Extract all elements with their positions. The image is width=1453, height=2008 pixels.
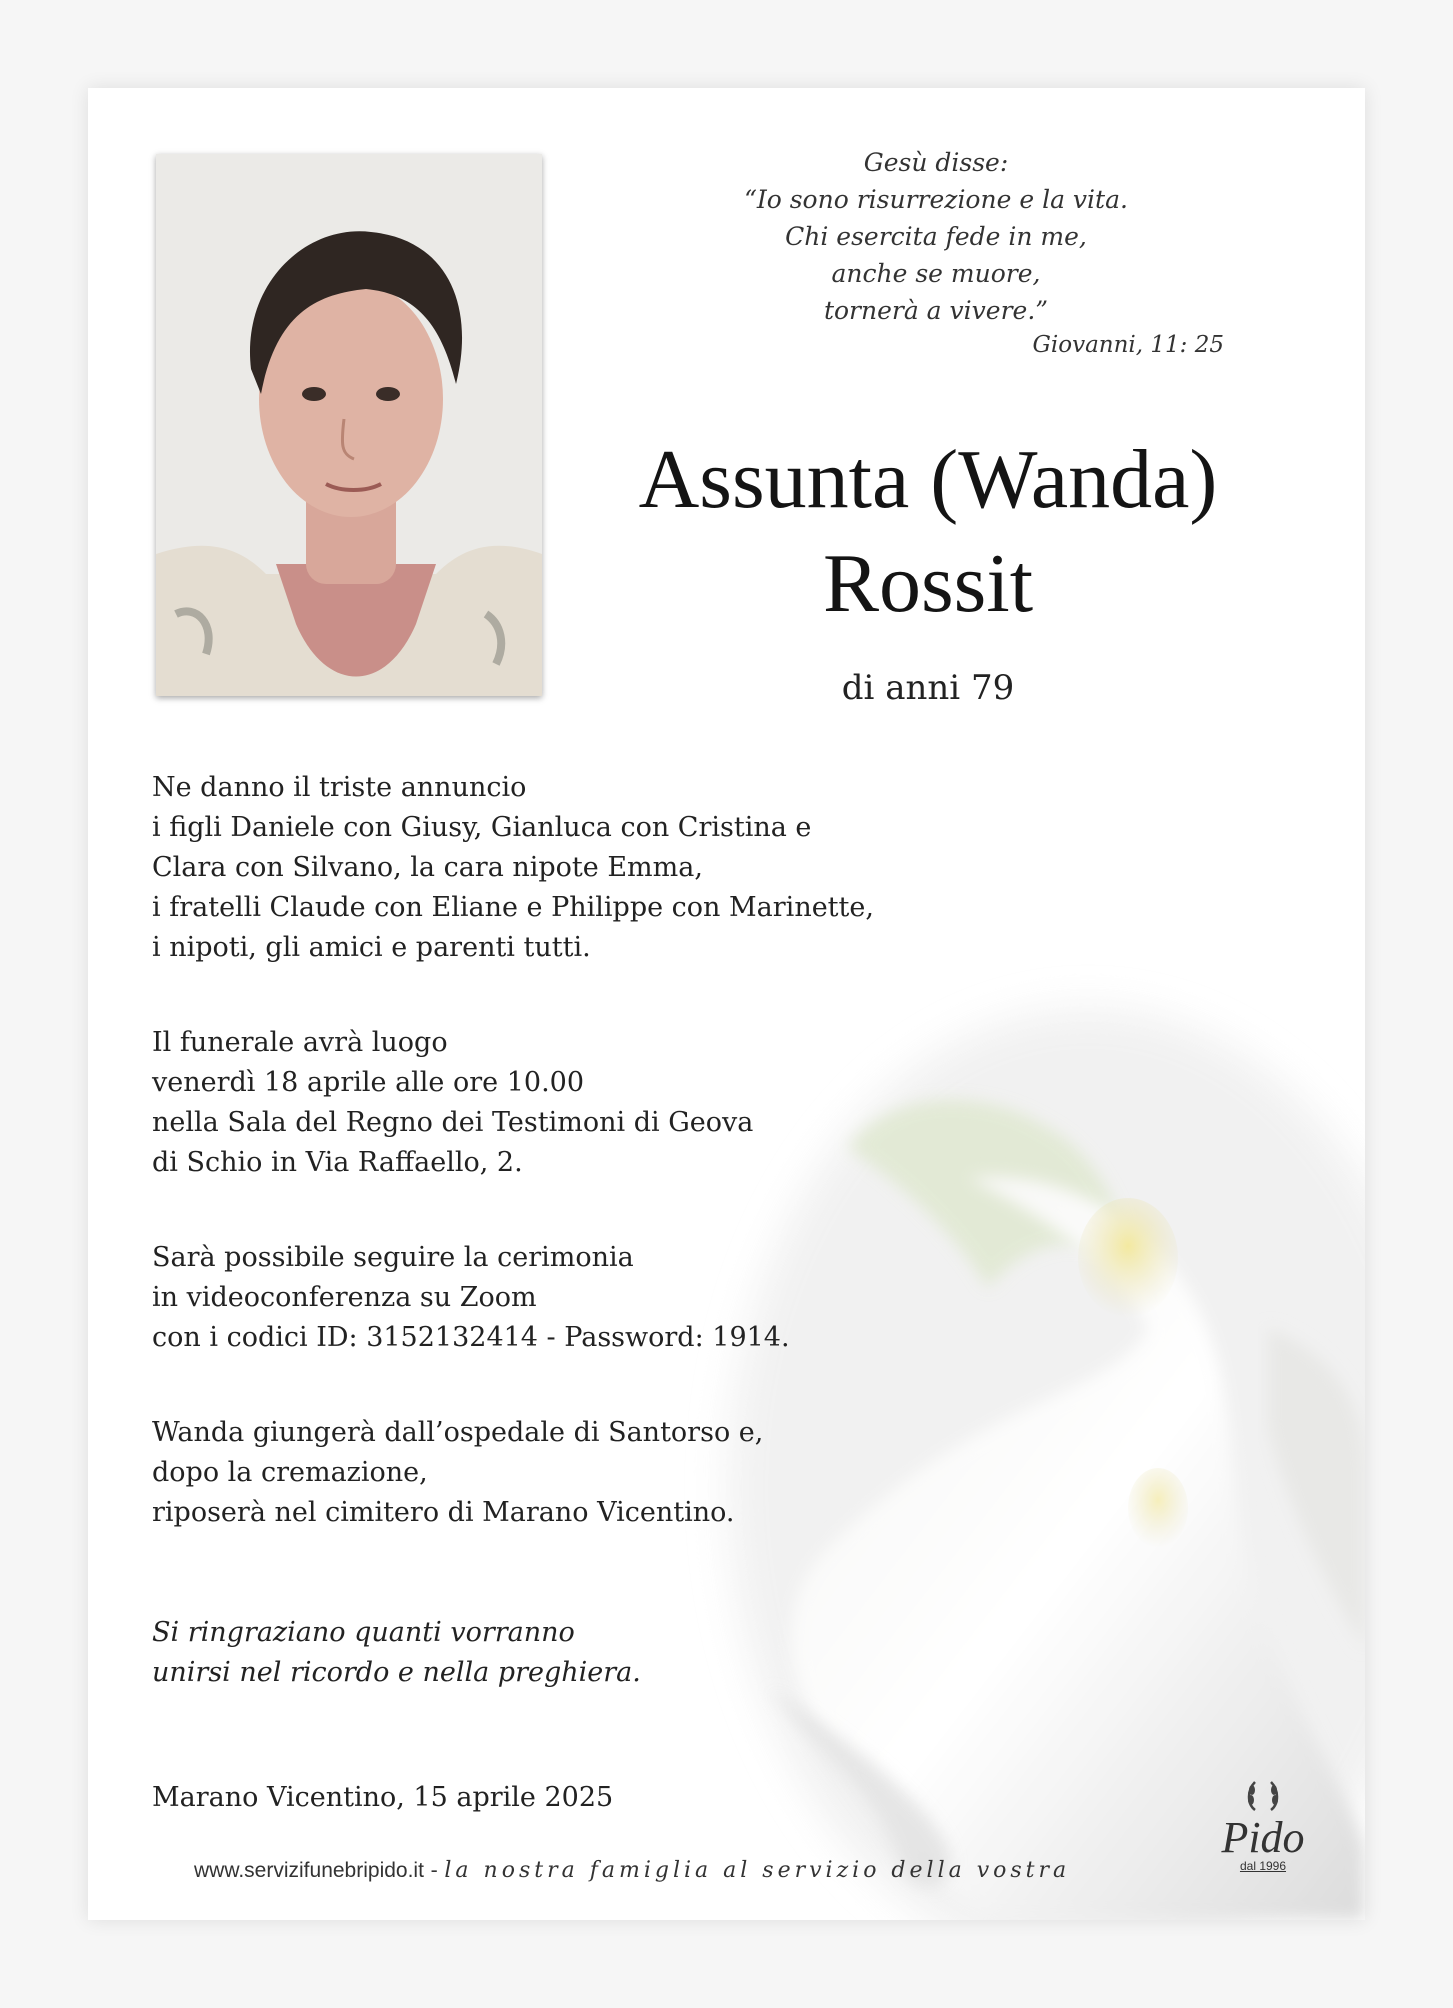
scripture-quote [648, 144, 1224, 329]
obituary-sheet [88, 88, 1365, 1920]
pido-logo [1208, 1778, 1318, 1888]
text-line: Si ringraziano quanti vorranno [152, 1617, 575, 1648]
text-line: riposerà nel cimitero di Marano Vicentino. [152, 1497, 735, 1528]
quote-line: “Io sono risurrezione e la vita. [744, 185, 1128, 214]
text-line: dopo la cremazione, [152, 1457, 428, 1488]
portrait-illustration [156, 154, 542, 696]
text-line: Il funerale avrà luogo [152, 1027, 448, 1058]
quote-line: tornerà a vivere.” [823, 296, 1049, 325]
thanks-paragraph [152, 1613, 641, 1693]
quote-line: anche se muore, [831, 259, 1041, 288]
text-line: in videoconferenza su Zoom [152, 1282, 537, 1313]
place-date [152, 1778, 613, 1818]
text-line: i nipoti, gli amici e parenti tutti. [152, 932, 591, 963]
footer-line [194, 1858, 1094, 1883]
text-line: unirsi nel ricordo e nella preghiera. [152, 1657, 641, 1688]
quote-reference: Giovanni, 11: 25 [1032, 332, 1224, 358]
text-line: venerdì 18 aprile alle ore 10.00 [152, 1067, 585, 1098]
quote-line: Gesù disse: [863, 148, 1009, 177]
footer-separator: - [423, 1858, 445, 1882]
text-line: i figli Daniele con Giusy, Gianluca con Cristina e [152, 812, 812, 843]
deceased-portrait [156, 154, 542, 696]
funeral-paragraph [152, 1023, 753, 1183]
logo-brand: Pido [1221, 1813, 1305, 1862]
website-link[interactable]: www.servizifunebripido.it [194, 1859, 424, 1882]
deceased-name [578, 428, 1278, 636]
name-line: Rossit [822, 537, 1034, 630]
text-line: Marano Vicentino, 15 aprile 2025 [152, 1782, 614, 1813]
streaming-paragraph [152, 1238, 790, 1358]
burial-paragraph [152, 1413, 763, 1533]
text-line: Wanda giungerà dall’ospedale di Santorso e, [152, 1417, 764, 1448]
quote-line: Chi esercita fede in me, [785, 222, 1087, 251]
announcement-paragraph [152, 768, 874, 968]
laurel-wreath-icon [1243, 1778, 1283, 1814]
text-line: Clara con Silvano, la cara nipote Emma, [152, 852, 703, 883]
text-line: di Schio in Via Raffaello, 2. [152, 1147, 523, 1178]
footer-tagline: la nostra famiglia al servizio della vostra [444, 1858, 1071, 1883]
text-line: Sarà possibile seguire la cerimonia [152, 1242, 634, 1273]
text-line: con i codici ID: 3152132414 - Password: 1914. [152, 1322, 790, 1353]
name-line: Assunta (Wanda) [638, 433, 1218, 526]
text-line: Ne danno il triste annuncio [152, 772, 527, 803]
text-line: i fratelli Claude con Eliane e Philippe con Marinette, [152, 892, 874, 923]
deceased-age: di anni 79 [841, 668, 1015, 708]
text-line: nella Sala del Regno dei Testimoni di Geova [152, 1107, 754, 1138]
logo-since: dal 1996 [1239, 1859, 1287, 1873]
